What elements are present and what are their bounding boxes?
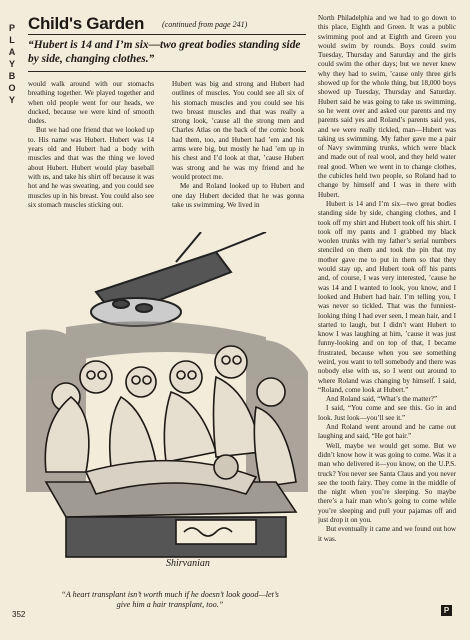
paragraph: Me and Roland looked up to Hubert and one day Hubert decided that he was gonna take us swimming. We lived in bbox=[172, 182, 304, 209]
paragraph: Well, maybe we would get some. But we didn’t know how it was going to come. Was it a man who delivered it—you know, on the U.P.S. truck? You never see Santa Claus and you never see the tooth fairy. They come in the middle of the night when you’re sleeping. So maybe there’s a hair man who’s going to come while you’re sleeping and pull your pajamas off and just drop it on you. bbox=[318, 441, 456, 525]
text-column-3 bbox=[318, 14, 456, 614]
continued-note: (continued from page 241) bbox=[162, 20, 248, 29]
paragraph: And Roland said, “What’s the matter?” bbox=[326, 395, 438, 404]
page-number: 352 bbox=[12, 610, 26, 619]
paragraph: And Roland went around and he came out laughing and said, “He got hair.” bbox=[318, 423, 456, 441]
brand-letter: A bbox=[8, 47, 18, 57]
paragraph: North Philadelphia and we had to go down to this place, Eighth and Green. It was a public swimming pool and at Eighth and Green you would swim by rounds. Boys could swim Tuesday, Thursday and Saturday and the girls could swim the other days; but we never knew why they had to swim, ’cause only three girls showed up for the whole thing, but 18,000 boys showed up Tuesday, Thursday and Saturday. Hubert said he was going to take us swimming, so he went over and asked our parents and my parents said yes and Roland’s parents said yes, and we were really tickled, man—Hubert was taking us swimming. My father gave me a pair of Navy swimming trunks, which were black and made out of real wool, and they held water real good. When we went in to change clothes, the cubicles held two people, so Roland had to change by himself and I was in there with Hubert. bbox=[318, 14, 456, 199]
brand-letter: B bbox=[8, 71, 18, 81]
paragraph: But we had one friend that we looked up to. His name was Hubert. Hubert was 14 years old and Hubert had a body with muscles and that was the thing we loved about Hubert. Hubert would play baseball with us, and take his shirt off because it was hot and he was sweating, and you could see muscles up in his breast. You could also see six stomach muscles sticking out. bbox=[28, 126, 154, 209]
pull-quote: “Hubert is 14 and I’m six—two great bodies standing side by side, changing clothes.” bbox=[28, 39, 301, 65]
brand-letter: Y bbox=[8, 59, 17, 69]
end-mark-icon: P bbox=[441, 605, 452, 616]
page-title: Child's Garden bbox=[28, 14, 145, 33]
artist-signature: Shirvanian bbox=[166, 558, 210, 569]
brand-letter: L bbox=[9, 35, 17, 45]
paragraph: But eventually it came and we found out how it was. bbox=[318, 525, 456, 543]
pull-quote-rule bbox=[28, 71, 306, 72]
header-rule bbox=[28, 34, 306, 35]
paragraph: Hubert was big and strong and Hubert had outlines of muscles. You could see all six of his stomach muscles and you could see his two breast muscles and that was really a strong look, ’cause all the strong men and Charles Atlas on the back of the comic book had them, too, and Hubert had ’em and his arms were big, but mostly he had ’em up in his chest and I’d look at that, ’cause Hubert was strong and he was my friend and he would protect me. bbox=[172, 80, 304, 181]
text-column-1 bbox=[28, 80, 154, 230]
vertical-brand bbox=[6, 22, 20, 106]
cartoon-caption: “A heart transplant isn’t worth much if he doesn’t look good—let’s give him a hair transplant, too.” bbox=[61, 590, 279, 609]
brand-letter: Y bbox=[8, 95, 17, 105]
paragraph: I said, “You come and see this. Go in and look. Just look—you’ll see it.” bbox=[318, 404, 456, 422]
brand-letter: P bbox=[8, 23, 17, 33]
brand-letter: O bbox=[8, 83, 18, 93]
cartoon-illustration bbox=[26, 232, 308, 572]
paragraph: would walk around with our stomachs breathing together. We played together and when old people went for our heads, we ducked, because we were kind of smooth dudes. bbox=[28, 80, 154, 126]
paragraph: Hubert is 14 and I’m six—two great bodies standing side by side, changing clothes, and I took off my shirt and Hubert took off his shirt. I took off my pants and I grabbed my black woolen trunks with my father’s serial numbers stenciled on them and took the pin that my mother gave me to put in them so that they would stay up, and Hubert took off his pants and, of course, I was very interested, ’cause he was 14 and I wanted to look, you know, and I looked and Hubert had hair. I’m telling you, I was never so tickled. That was the funniest-looking thing I had ever seen, I mean hair, and I started to laugh, but I didn’t want Hubert to know I was laughing at him, ’cause it was just funny-looking and on top of that, I became frustrated, because when you see something weird, you want to tell somebody and there was nobody else with us, so I went out around to where Roland was changing by himself. I said, “Roland, come look at Hubert.” bbox=[318, 199, 456, 394]
text-column-2 bbox=[172, 80, 304, 230]
